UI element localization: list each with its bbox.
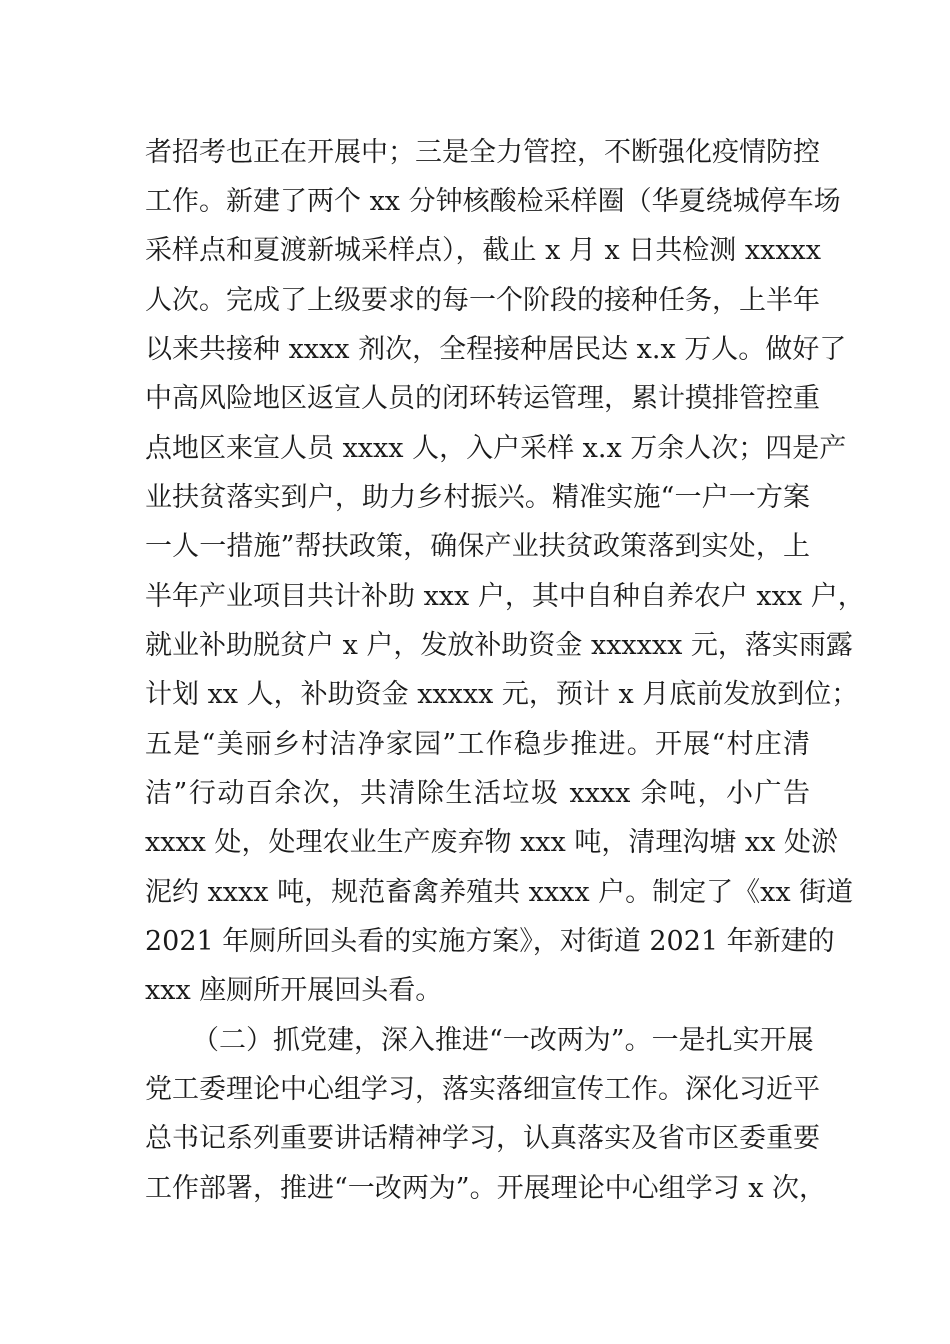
text-line: 点地区来宣人员 xxxx 人，入户采样 x.x 万余人次；四是产 — [145, 433, 847, 464]
text-line: 以来共接种 xxxx 剂次，全程接种居民达 x.x 万人。做好了 — [145, 334, 847, 365]
text-line: 半年产业项目共计补助 xxx 户，其中自种自养农户 xxx 户， — [145, 581, 865, 612]
text-line: 计划 xx 人，补助资金 xxxxx 元，预计 x 月底前发放到位； — [145, 679, 859, 710]
text-line: 者招考也正在开展中；三是全力管控，不断强化疫情防控 — [145, 137, 820, 168]
text-line: 采样点和夏渡新城采样点），截止 x 月 x 日共检测 xxxxx — [145, 235, 822, 266]
text-line: 工作部署，推进“一改两为”。开展理论中心组学习 x 次， — [145, 1173, 826, 1204]
paragraph-end-line: xxx 座厕所开展回头看。 — [145, 975, 443, 1006]
text-line: 一人一措施”帮扶政策，确保产业扶贫政策落到实处，上 — [145, 531, 810, 562]
text-line: 党工委理论中心组学习，落实落细宣传工作。深化习近平 — [145, 1074, 820, 1105]
text-line: 中高风险地区返宣人员的闭环转运管理，累计摸排管控重 — [145, 383, 820, 414]
text-line: 人次。完成了上级要求的每一个阶段的接种任务，上半年 — [145, 285, 820, 316]
text-line: 洁”行动百余次，共清除生活垃圾 xxxx 余吨，小广告 — [145, 778, 810, 809]
text-line: 就业补助脱贫户 x 户，发放补助资金 xxxxxx 元，落实雨露 — [145, 630, 853, 661]
text-line: 总书记系列重要讲话精神学习，认真落实及省市区委重要 — [145, 1123, 820, 1154]
text-line: 业扶贫落实到户，助力乡村振兴。精准实施“一户一方案 — [145, 482, 810, 513]
text-line: xxxx 处，处理农业生产废弃物 xxx 吨，清理沟塘 xx 处淤 — [145, 827, 838, 858]
paragraph-first-line: （二）抓党建，深入推进“一改两为”。一是扎实开展 — [192, 1025, 814, 1056]
text-line: 工作。新建了两个 xx 分钟核酸检采样圈（华夏绕城停车场 — [145, 186, 841, 217]
text-line: 2021 年厕所回头看的实施方案》，对街道 2021 年新建的 — [145, 926, 835, 957]
text-line: 泥约 xxxx 吨，规范畜禽养殖共 xxxx 户。制定了《xx 街道 — [145, 877, 854, 908]
text-line: 五是“美丽乡村洁净家园”工作稳步推进。开展“村庄清 — [145, 729, 810, 760]
